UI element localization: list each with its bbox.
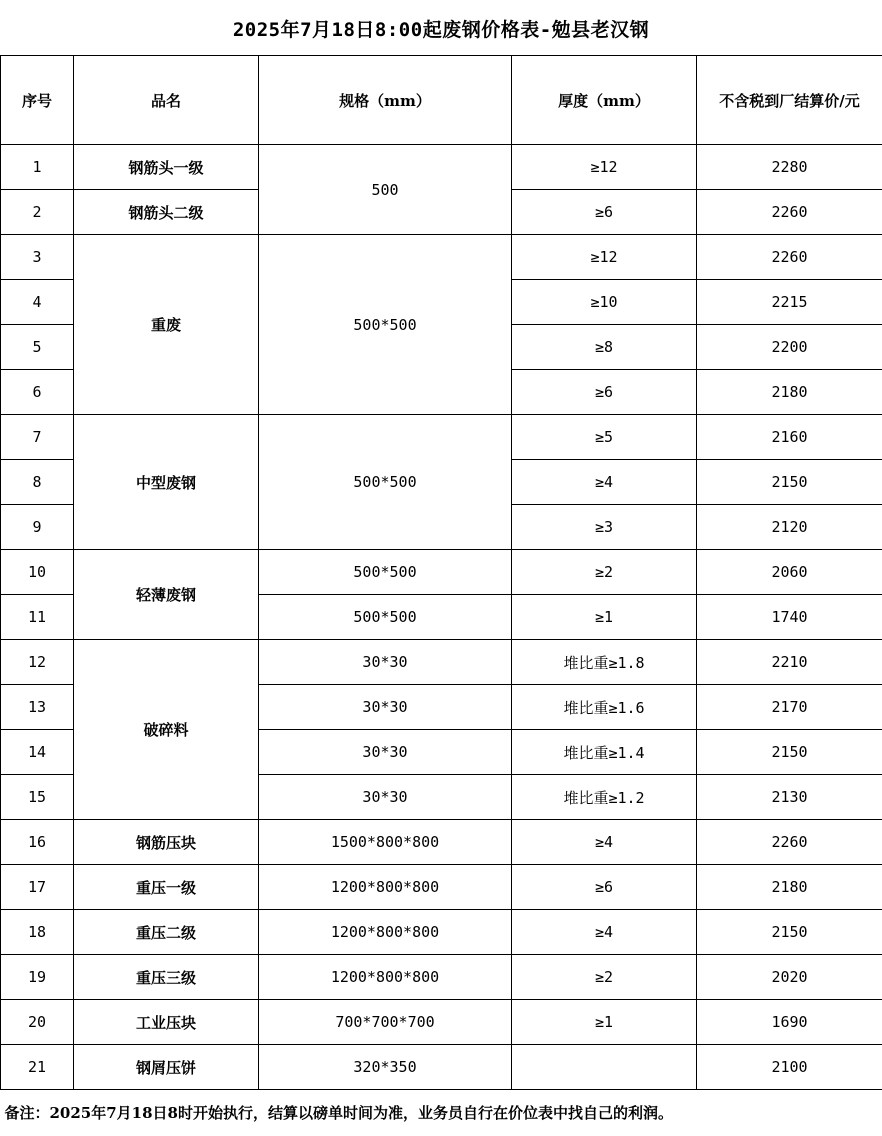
row-index: 11 — [1, 595, 74, 640]
row-price: 2150 — [697, 460, 882, 505]
row-price: 2280 — [697, 145, 882, 190]
row-price: 2215 — [697, 280, 882, 325]
row-index: 8 — [1, 460, 74, 505]
row-price: 2060 — [697, 550, 882, 595]
header-price: 不含税到厂结算价/元 — [697, 56, 882, 145]
row-spec: 500*500 — [259, 415, 512, 550]
row-thickness: ≥4 — [512, 820, 697, 865]
row-index: 12 — [1, 640, 74, 685]
row-index: 2 — [1, 190, 74, 235]
row-thickness: ≥1 — [512, 1000, 697, 1045]
row-price: 1740 — [697, 595, 882, 640]
row-spec: 500*500 — [259, 235, 512, 415]
row-spec: 700*700*700 — [259, 1000, 512, 1045]
row-spec: 500 — [259, 145, 512, 235]
row-price: 2200 — [697, 325, 882, 370]
row-price: 2210 — [697, 640, 882, 685]
note-row — [1, 1090, 882, 1135]
table-row — [1, 865, 882, 910]
row-index: 9 — [1, 505, 74, 550]
row-thickness: ≥6 — [512, 190, 697, 235]
row-index: 6 — [1, 370, 74, 415]
row-price: 2180 — [697, 865, 882, 910]
row-index: 20 — [1, 1000, 74, 1045]
table-row — [1, 1000, 882, 1045]
row-index: 19 — [1, 955, 74, 1000]
table-header-row — [1, 56, 882, 145]
row-name: 重压三级 — [74, 955, 259, 1000]
row-thickness: ≥4 — [512, 460, 697, 505]
table-row — [1, 235, 882, 280]
row-name: 轻薄废钢 — [74, 550, 259, 640]
row-thickness: 堆比重≥1.2 — [512, 775, 697, 820]
row-name: 钢筋压块 — [74, 820, 259, 865]
row-name: 工业压块 — [74, 1000, 259, 1045]
row-price: 2020 — [697, 955, 882, 1000]
row-index: 1 — [1, 145, 74, 190]
row-index: 18 — [1, 910, 74, 955]
header-index: 序号 — [1, 56, 74, 145]
row-price: 2180 — [697, 370, 882, 415]
row-thickness: ≥12 — [512, 145, 697, 190]
row-thickness: ≥6 — [512, 865, 697, 910]
row-index: 5 — [1, 325, 74, 370]
row-price: 2130 — [697, 775, 882, 820]
row-price: 2150 — [697, 910, 882, 955]
table-row — [1, 820, 882, 865]
row-name: 中型废钢 — [74, 415, 259, 550]
row-name: 重压一级 — [74, 865, 259, 910]
row-name: 钢筋头一级 — [74, 145, 259, 190]
row-thickness: ≥2 — [512, 550, 697, 595]
row-spec: 500*500 — [259, 550, 512, 595]
row-index: 7 — [1, 415, 74, 460]
header-thickness: 厚度（mm） — [512, 56, 697, 145]
row-spec: 1500*800*800 — [259, 820, 512, 865]
row-spec: 1200*800*800 — [259, 955, 512, 1000]
row-price: 2260 — [697, 235, 882, 280]
row-thickness: ≥5 — [512, 415, 697, 460]
row-price: 1690 — [697, 1000, 882, 1045]
row-index: 16 — [1, 820, 74, 865]
row-thickness: ≥3 — [512, 505, 697, 550]
row-spec: 320*350 — [259, 1045, 512, 1090]
table-row — [1, 415, 882, 460]
row-thickness: ≥10 — [512, 280, 697, 325]
table-row — [1, 910, 882, 955]
row-name: 重废 — [74, 235, 259, 415]
row-spec: 30*30 — [259, 640, 512, 685]
row-index: 13 — [1, 685, 74, 730]
header-spec: 规格（mm） — [259, 56, 512, 145]
note-text: 备注：2025年7月18日8时开始执行，结算以磅单时间为准，业务员自行在价位表中找自己的利润。 — [1, 1090, 882, 1135]
row-index: 21 — [1, 1045, 74, 1090]
table-row — [1, 145, 882, 190]
row-thickness: ≥12 — [512, 235, 697, 280]
row-spec: 500*500 — [259, 595, 512, 640]
row-name: 重压二级 — [74, 910, 259, 955]
table-row — [1, 550, 882, 595]
table-row — [1, 955, 882, 1000]
row-index: 14 — [1, 730, 74, 775]
row-index: 17 — [1, 865, 74, 910]
row-thickness: 堆比重≥1.6 — [512, 685, 697, 730]
row-thickness — [512, 1045, 697, 1090]
row-name: 破碎料 — [74, 640, 259, 820]
row-thickness: ≥2 — [512, 955, 697, 1000]
header-name: 品名 — [74, 56, 259, 145]
row-thickness: 堆比重≥1.4 — [512, 730, 697, 775]
row-index: 10 — [1, 550, 74, 595]
row-price: 2170 — [697, 685, 882, 730]
row-name: 钢筋头二级 — [74, 190, 259, 235]
row-thickness: ≥6 — [512, 370, 697, 415]
row-name: 钢屑压饼 — [74, 1045, 259, 1090]
row-spec: 1200*800*800 — [259, 865, 512, 910]
row-thickness: 堆比重≥1.8 — [512, 640, 697, 685]
row-price: 2120 — [697, 505, 882, 550]
row-spec: 30*30 — [259, 730, 512, 775]
page-title: 2025年7月18日8:00起废钢价格表-勉县老汉钢 — [232, 18, 650, 41]
row-spec: 30*30 — [259, 775, 512, 820]
row-price: 2150 — [697, 730, 882, 775]
row-spec: 30*30 — [259, 685, 512, 730]
row-price: 2160 — [697, 415, 882, 460]
row-price: 2100 — [697, 1045, 882, 1090]
row-index: 15 — [1, 775, 74, 820]
row-index: 4 — [1, 280, 74, 325]
row-thickness: ≥8 — [512, 325, 697, 370]
table-row — [1, 1045, 882, 1090]
row-thickness: ≥4 — [512, 910, 697, 955]
row-thickness: ≥1 — [512, 595, 697, 640]
row-index: 3 — [1, 235, 74, 280]
row-price: 2260 — [697, 820, 882, 865]
table-row — [1, 640, 882, 685]
price-table — [0, 55, 882, 1134]
row-spec: 1200*800*800 — [259, 910, 512, 955]
row-price: 2260 — [697, 190, 882, 235]
